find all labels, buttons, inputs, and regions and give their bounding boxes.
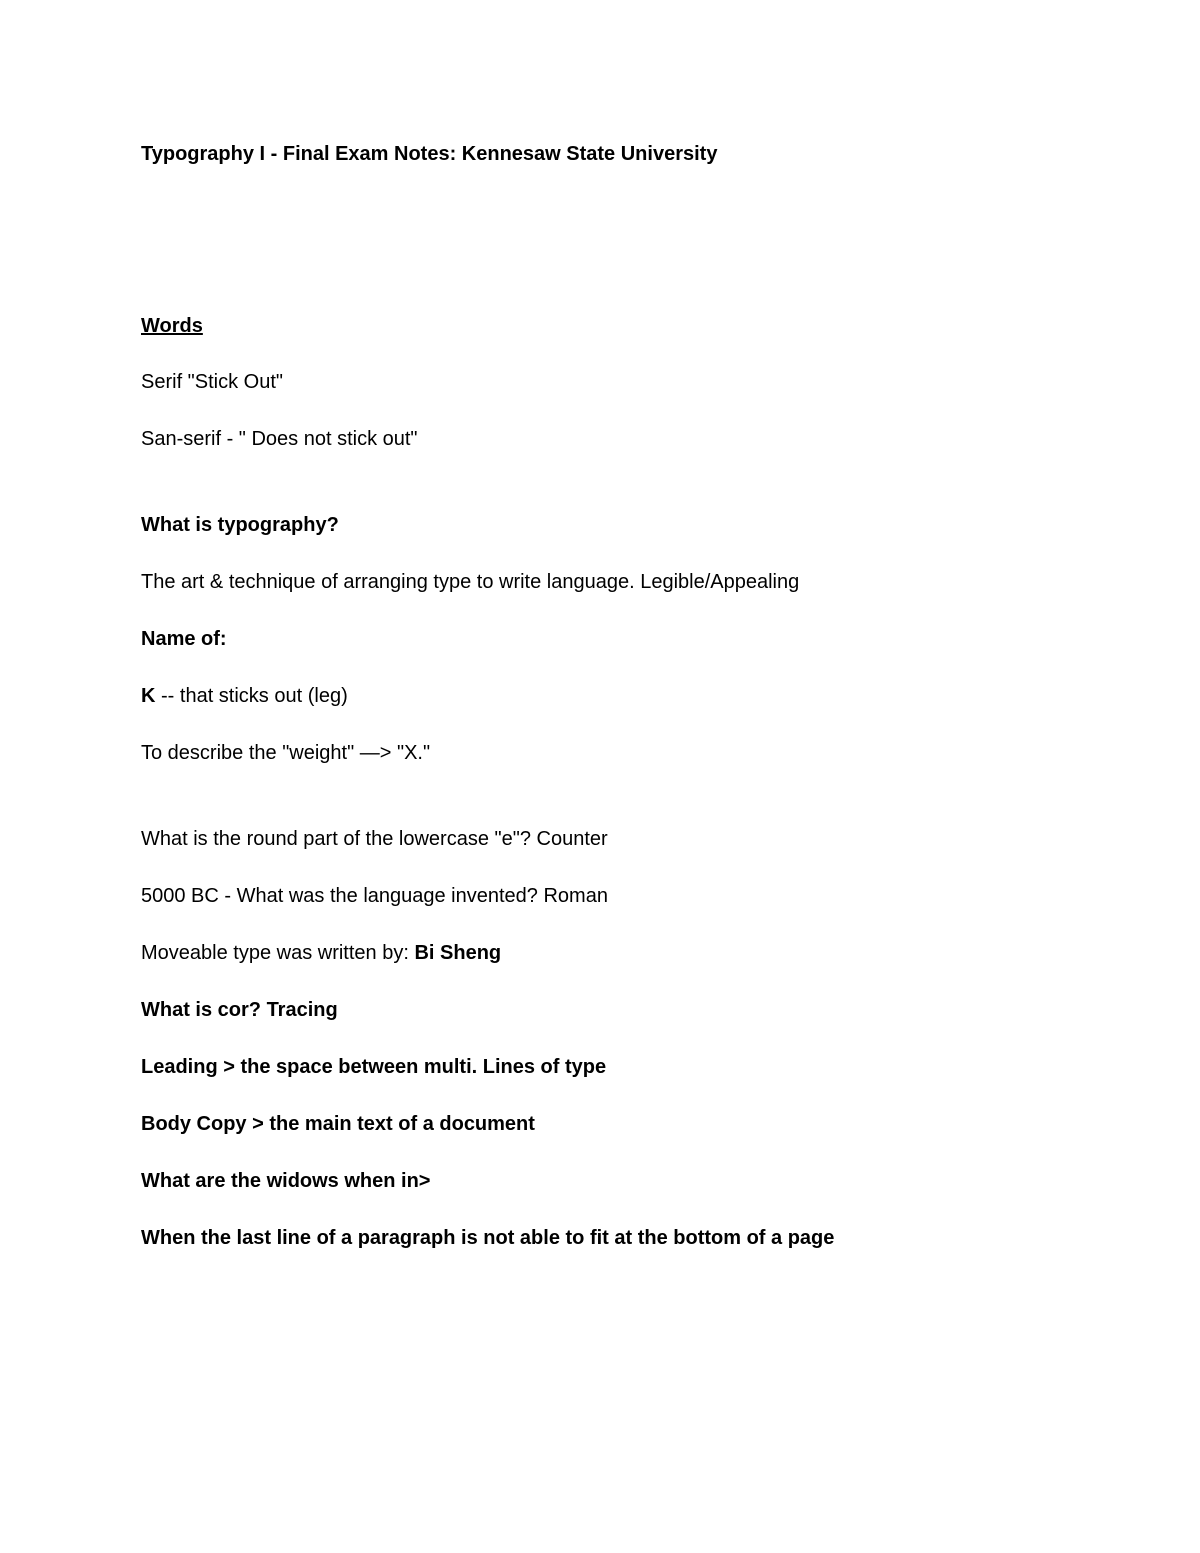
moveable-type-prefix: Moveable type was written by: xyxy=(141,942,415,964)
note-cor: What is cor? Tracing xyxy=(141,999,338,1021)
k-letter: K xyxy=(141,685,156,707)
note-weight: To describe the "weight" —> "X." xyxy=(141,742,431,764)
answer-widows: When the last line of a paragraph is not able to fit at the bottom of a page xyxy=(141,1227,835,1249)
note-sanserif: San-serif - " Does not stick out" xyxy=(141,428,418,450)
question-what-is-typography: What is typography? xyxy=(141,514,339,536)
heading-name-of: Name of: xyxy=(141,628,227,650)
section-heading-words: Words xyxy=(141,315,203,337)
note-body-copy: Body Copy > the main text of a document xyxy=(141,1113,535,1135)
answer-what-is-typography: The art & technique of arranging type to write language. Legible/Appealing xyxy=(141,571,800,593)
note-moveable-type xyxy=(141,941,501,965)
note-k-leg xyxy=(141,684,348,708)
k-description: -- that sticks out (leg) xyxy=(155,685,348,707)
note-5000-bc: 5000 BC - What was the language invented? Roman xyxy=(141,885,608,907)
note-round-part-counter: What is the round part of the lowercase "e"? Counter xyxy=(141,828,608,850)
note-leading: Leading > the space between multi. Lines of type xyxy=(141,1056,607,1078)
note-serif: Serif "Stick Out" xyxy=(141,371,284,393)
document-title: Typography I - Final Exam Notes: Kennesaw State University xyxy=(141,143,718,165)
moveable-type-answer: Bi Sheng xyxy=(414,942,502,964)
question-widows: What are the widows when in> xyxy=(141,1170,431,1192)
